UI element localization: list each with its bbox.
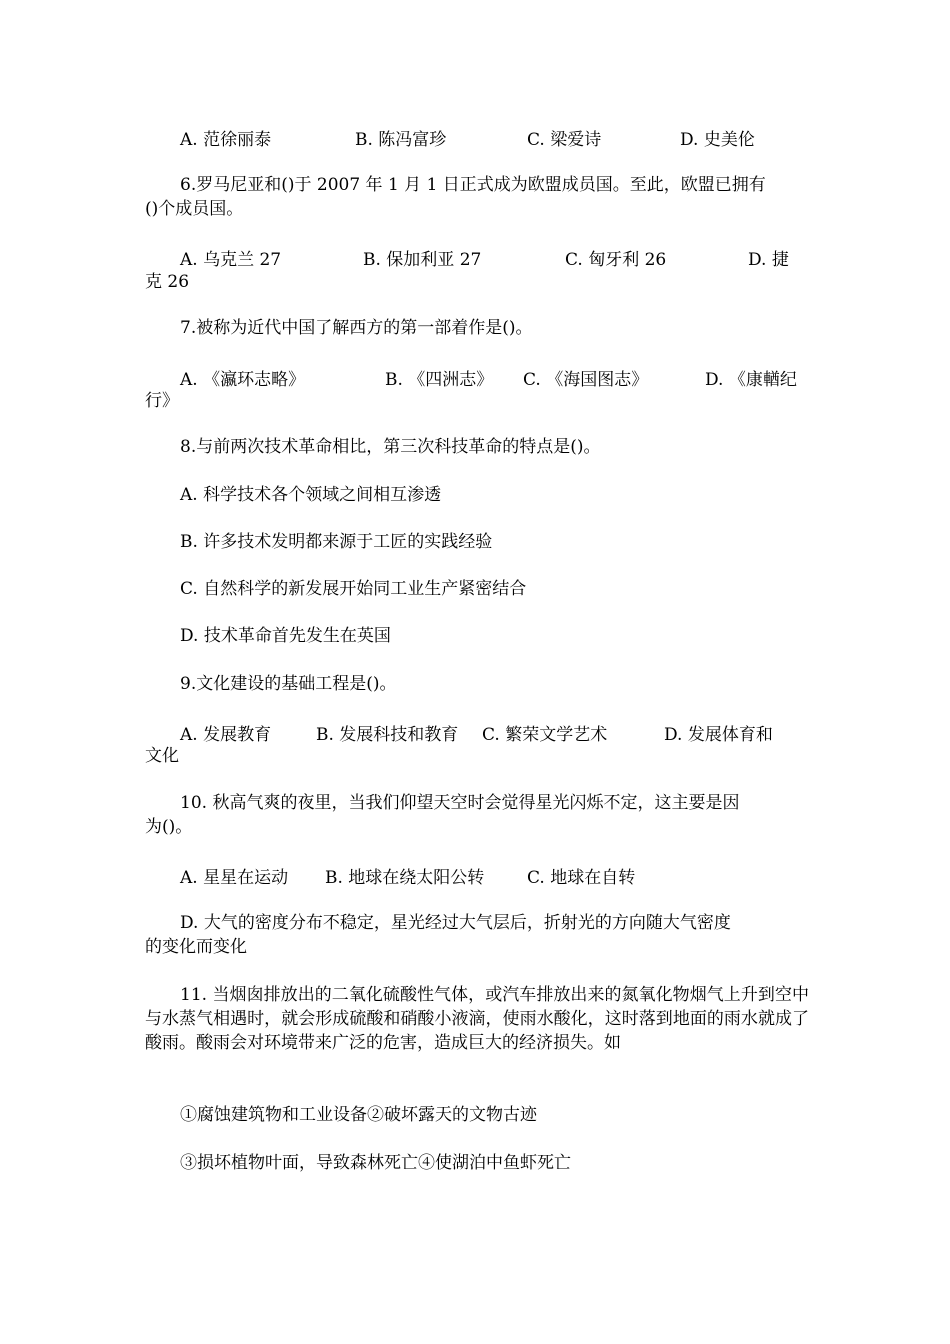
q5-option-b: B. 陈冯富珍 (355, 130, 447, 150)
q9-option-a: A. 发展教育 (180, 725, 272, 745)
q9-option-b: B. 发展科技和教育 (316, 725, 459, 745)
q11-item-line-2: ③损坏植物叶面，导致森林死亡④使湖泊中鱼虾死亡 (180, 1153, 571, 1173)
q6-option-d: D. 捷 (748, 250, 789, 270)
q9-option-d-continued: 文化 (145, 746, 179, 766)
q6-option-c: C. 匈牙利 26 (565, 250, 667, 270)
q9-option-d: D. 发展体育和 (664, 725, 773, 745)
q10-option-d-continued: 的变化而变化 (145, 937, 247, 957)
q6-stem-line-1: 6.罗马尼亚和()于 2007 年 1 月 1 日正式成为欧盟成员国。至此，欧盟已拥有 (180, 175, 766, 195)
q10-stem-line-1: 10. 秋高气爽的夜里，当我们仰望天空时会觉得星光闪烁不定，这主要是因 (180, 793, 740, 813)
q8-option-c: C. 自然科学的新发展开始同工业生产紧密结合 (180, 579, 527, 599)
q10-option-d: D. 大气的密度分布不稳定，星光经过大气层后，折射光的方向随大气密度 (180, 913, 731, 933)
q10-option-a: A. 星星在运动 (180, 868, 289, 888)
q9-stem: 9.文化建设的基础工程是()。 (180, 674, 397, 694)
q7-option-d-continued: 行》 (145, 391, 179, 411)
q6-option-b: B. 保加利亚 27 (363, 250, 482, 270)
q10-option-b: B. 地球在绕太阳公转 (325, 868, 485, 888)
q8-option-d: D. 技术革命首先发生在英国 (180, 626, 391, 646)
q10-option-c: C. 地球在自转 (527, 868, 636, 888)
q11-stem: 11. 当烟囱排放出的二氧化硫酸性气体，或汽车排放出来的氮氧化物烟气上升到空中与水蒸气相遇时，就会形成硫酸和硝酸小液滴，使雨水酸化，这时落到地面的雨水就成了酸雨。酸雨会对环境带来广泛的危害，造成巨大的经济损失。如 (145, 985, 809, 1053)
q5-option-c: C. 梁爱诗 (527, 130, 602, 150)
q6-stem-line-2: ()个成员国。 (145, 199, 244, 219)
q8-stem: 8.与前两次技术革命相比，第三次科技革命的特点是()。 (180, 437, 601, 457)
q7-option-d: D. 《康輶纪 (705, 370, 797, 390)
q6-option-a: A. 乌克兰 27 (180, 250, 282, 270)
q7-option-c: C. 《海国图志》 (523, 370, 649, 390)
q5-option-d: D. 史美伦 (680, 130, 755, 150)
q7-option-b: B. 《四洲志》 (385, 370, 494, 390)
q8-option-a: A. 科学技术各个领域之间相互渗透 (180, 485, 442, 505)
q9-option-c: C. 繁荣文学艺术 (482, 725, 608, 745)
q7-option-a: A. 《瀛环志略》 (180, 370, 306, 390)
q11-item-line-1: ①腐蚀建筑物和工业设备②破坏露天的文物古迹 (180, 1105, 537, 1125)
q7-stem: 7.被称为近代中国了解西方的第一部着作是()。 (180, 318, 533, 338)
q8-option-b: B. 许多技术发明都来源于工匠的实践经验 (180, 532, 493, 552)
q6-option-d-continued: 克 26 (145, 272, 190, 292)
q5-option-a: A. 范徐丽泰 (180, 130, 272, 150)
q10-stem-line-2: 为()。 (145, 817, 193, 837)
